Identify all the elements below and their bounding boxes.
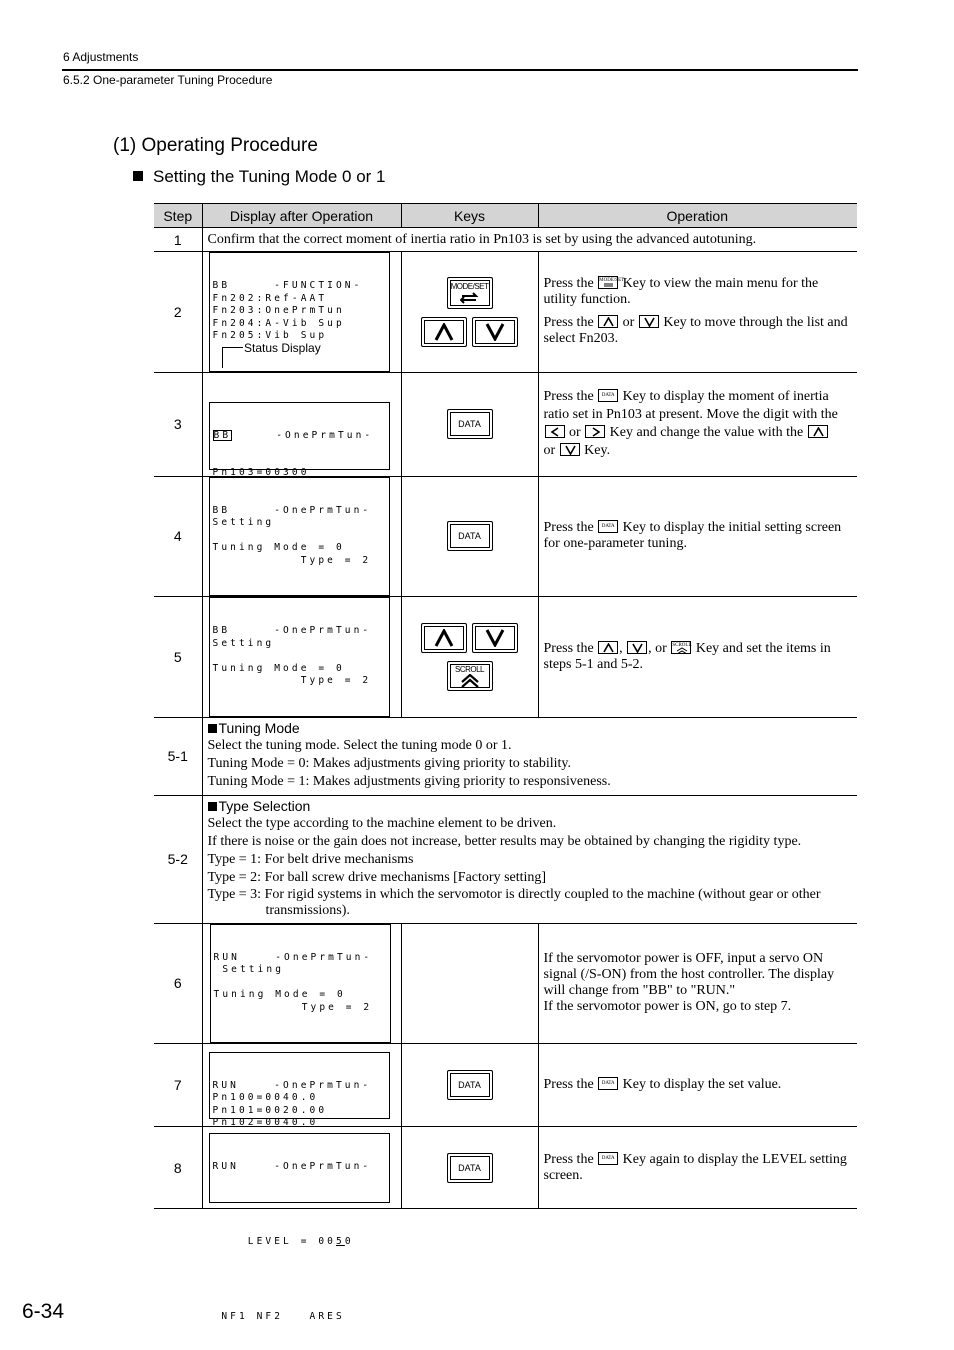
status-display-box: BB [213,429,232,441]
chapter-header: 6 Adjustments [63,50,139,64]
data-key-icon: DATA [598,1152,618,1165]
lcd-display: BB -OnePrmTun- Setting Tuning Mode = 0 Type = 2 [209,597,390,717]
subsection-title: Setting the Tuning Mode 0 or 1 [133,167,386,187]
table-row [154,372,857,476]
keys-cell [401,597,538,718]
keys-cell [401,923,538,1044]
up-key-icon [598,315,618,328]
mode-set-key[interactable]: MODE/SET [447,277,493,309]
up-key[interactable] [421,623,467,653]
up-key-icon [598,641,618,654]
data-key-icon: DATA [598,1077,618,1090]
down-key-icon [639,315,659,328]
data-key-icon: DATA [598,520,618,533]
step-number: 4 [154,476,202,597]
down-arrow-icon [485,323,505,341]
operation-cell: Press the DATA Key again to display the LEVEL setting screen. [538,1127,857,1209]
square-bullet-icon [208,724,217,733]
table-row [154,1044,857,1127]
operation-cell: Press the MODE/SET Key to view the main menu for the utility function. Press the or Key to move through the list and select Fn203. [538,252,857,373]
table-row [154,717,857,795]
up-arrow-icon [434,323,454,341]
left-key-icon [545,425,565,438]
operation-cell: Press the DATA Key to display the moment of inertia ratio set in Pn103 at present. Move the digit with the or Key and change the value with the or Key. [538,372,857,476]
double-up-arrow-icon [460,674,480,688]
right-key-icon [585,425,605,438]
display-cell [202,1127,401,1322]
status-display-label: Status Display [244,341,321,355]
lcd-display: BB -FUNCTION- Fn202:Ref-AAT Fn203:OnePrmTun Fn204:A-Vib Sup Fn205:Vib Sup [209,252,390,372]
header-rule [62,69,858,71]
step-number: 7 [154,1044,202,1127]
down-arrow-icon [485,629,505,647]
header-keys: Keys [401,204,538,228]
table-header-row [154,204,857,228]
table-row [154,228,857,252]
display-cell [202,923,401,1044]
header-display: Display after Operation [202,204,401,228]
step-number: 5-1 [154,717,202,795]
step-text: Tuning Mode Select the tuning mode. Select the tuning mode 0 or 1. Tuning Mode = 0: Makes adjustments giving priority to stability. Tuning Mode = 1: Makes adjustments giving priority to responsiveness. [202,717,857,795]
scroll-key-icon: SCROLL [671,641,691,654]
down-key-icon [560,443,580,456]
keys-cell [401,1044,538,1127]
table-row [154,476,857,597]
display-cell [202,1044,401,1127]
step-number: 8 [154,1127,202,1209]
operation-cell: Press the DATA Key to display the initial setting screen for one-parameter tuning. [538,476,857,597]
step-text: Type Selection Select the type according to the machine element to be driven. If there is noise or the gain does not increase, better results may be obtained by changing the rigidity type. Type = 1: For belt drive mechanisms Type = 2: For ball screw drive mechanisms [Factory setting] Type = 3: For rigid systems in which the servomotor is directly coupled to the machine (without gear or other transmissions). [202,795,857,923]
step-number: 6 [154,923,202,1044]
keys-cell [401,372,538,476]
mode-set-key-icon: MODE/SET [598,276,618,289]
operation-cell: If the servomotor power is OFF, input a servo ON signal (/S-ON) from the host controller. The display will change from "BB" to "RUN." If the servomotor power is ON, go to step 7. [538,923,857,1044]
keys-cell [401,1127,538,1209]
data-key[interactable]: DATA [447,1070,493,1100]
keys-cell [401,476,538,597]
step-text: Confirm that the correct moment of inertia ratio in Pn103 is set by using the advanced autotuning. [202,228,857,252]
lcd-display: RUN -OnePrmTun- LEVEL = 0050 NF1 NF2 ARES [209,1133,390,1203]
down-key-icon [627,641,647,654]
mode-set-arrows-icon [460,292,480,304]
lcd-display: RUN -OnePrmTun- Setting Tuning Mode = 0 Type = 2 [210,924,391,1044]
header-operation: Operation [538,204,857,228]
status-callout-line [222,347,243,368]
display-cell [202,476,401,597]
section-header: 6.5.2 One-parameter Tuning Procedure [63,73,273,87]
data-key[interactable]: DATA [447,521,493,551]
step-number: 3 [154,372,202,476]
down-key[interactable] [472,623,518,653]
down-key[interactable] [472,317,518,347]
square-bullet-icon [133,171,143,181]
scroll-key[interactable]: SCROLL [447,661,493,691]
header-step: Step [154,204,202,228]
section-title: (1) Operating Procedure [113,135,318,156]
step-number: 1 [154,228,202,252]
table-row [154,923,857,1044]
step-number: 2 [154,252,202,373]
lcd-display: RUN -OnePrmTun- Pn100=0040.0 Pn101=0020.00 Pn102=0040.0 [209,1052,390,1119]
keys-cell [401,252,538,373]
step-number: 5 [154,597,202,718]
cursor-digit: 5 [335,1235,345,1247]
data-key[interactable]: DATA [447,409,493,439]
up-key[interactable] [421,317,467,347]
table-row [154,1127,857,1209]
up-key-icon [808,425,828,438]
up-arrow-icon [434,629,454,647]
page-number: 6-34 [22,1300,65,1323]
data-key[interactable]: DATA [447,1153,493,1183]
step-number: 5-2 [154,795,202,923]
operation-cell: Press the , , or SCROLL Key and set the items in steps 5-1 and 5-2. [538,597,857,718]
lcd-display: BB -OnePrmTun- Setting Tuning Mode = 0 Type = 2 [209,477,390,597]
display-cell [202,597,401,718]
operation-cell: Press the DATA Key to display the set value. [538,1044,857,1127]
display-cell [202,372,401,476]
table-row [154,795,857,923]
square-bullet-icon [208,802,217,811]
data-key-icon: DATA [598,389,618,402]
lcd-display: BB -OnePrmTun- Pn103=00300 [209,402,390,470]
table-row [154,597,857,718]
